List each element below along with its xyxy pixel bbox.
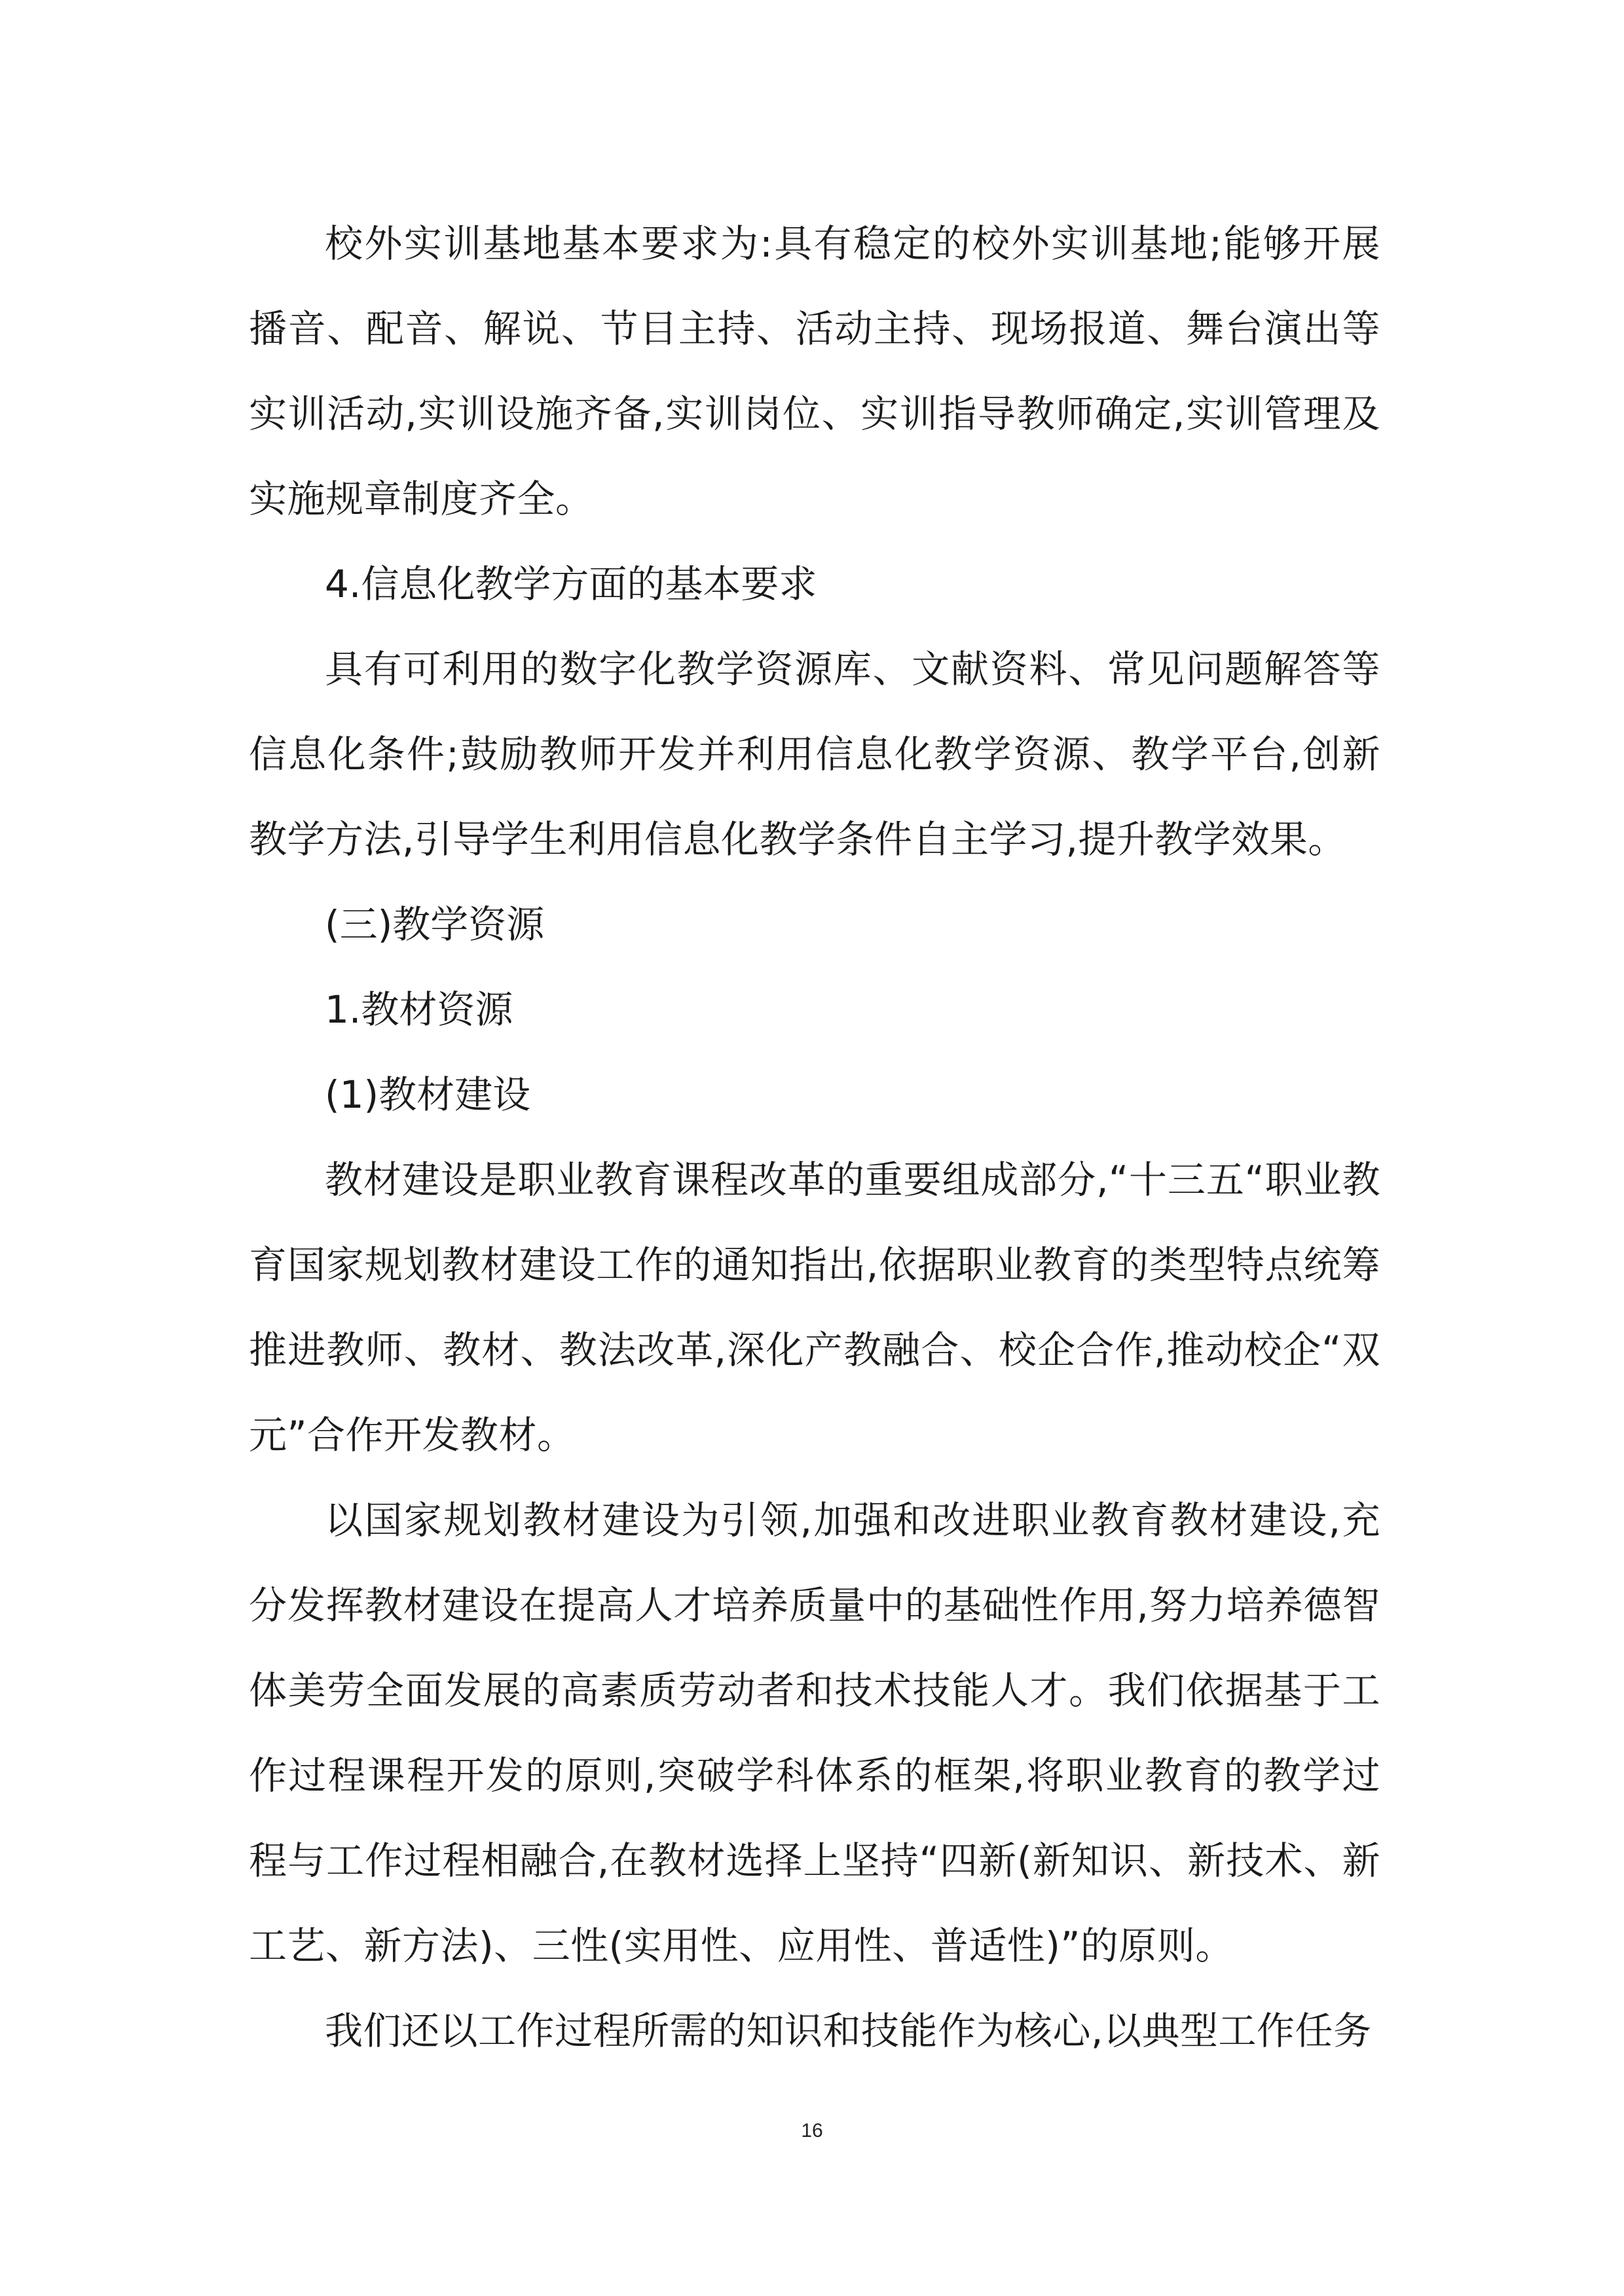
- page-number: 16: [801, 2120, 823, 2141]
- heading-teaching-resources: (三)教学资源: [325, 902, 545, 947]
- paragraph-informatization-conditions: 具有可利用的数字化教学资源库、文献资料、常见问题解答等信息化条件;鼓励教师开发并利用信息化教学资源、教学平台,创新教学方法,引导学生利用信息化教学条件自主学习,提升教学效果。: [249, 647, 1380, 862]
- paragraph-textbook-reform: 教材建设是职业教育课程改革的重要组成部分,“十三五“职业教育国家规划教材建设工作的通知指出,依据职业教育的类型特点统筹推进教师、教材、教法改革,深化产教融合、校企合作,推动校企“双元”合作开发教材。: [249, 1157, 1380, 1457]
- heading-textbook-construction: (1)教材建设: [325, 1072, 531, 1117]
- heading-informatization-requirements: 4.信息化教学方面的基本要求: [325, 562, 817, 606]
- paragraph-offsite-training-base: 校外实训基地基本要求为:具有稳定的校外实训基地;能够开展播音、配音、解说、节目主持、活动主持、现场报道、舞台演出等实训活动,实训设施齐备,实训岗位、实训指导教师确定,实训管理及实施规章制度齐全。: [249, 221, 1380, 521]
- paragraph-work-process-core: 我们还以工作过程所需的知识和技能作为核心,以典型工作任务: [325, 2009, 1372, 2053]
- heading-textbook-resources: 1.教材资源: [325, 987, 513, 1032]
- paragraph-national-planning: 以国家规划教材建设为引领,加强和改进职业教育教材建设,充分发挥教材建设在提高人才培养质量中的基础性作用,努力培养德智体美劳全面发展的高素质劳动者和技术技能人才。我们依据基于工作过程课程开发的原则,突破学科体系的框架,将职业教育的教学过程与工作过程相融合,在教材选择上坚持“四新(新知识、新技术、新工艺、新方法)、三性(实用性、应用性、普适性)”的原则。: [249, 1498, 1380, 1968]
- page-body: [249, 201, 1380, 2073]
